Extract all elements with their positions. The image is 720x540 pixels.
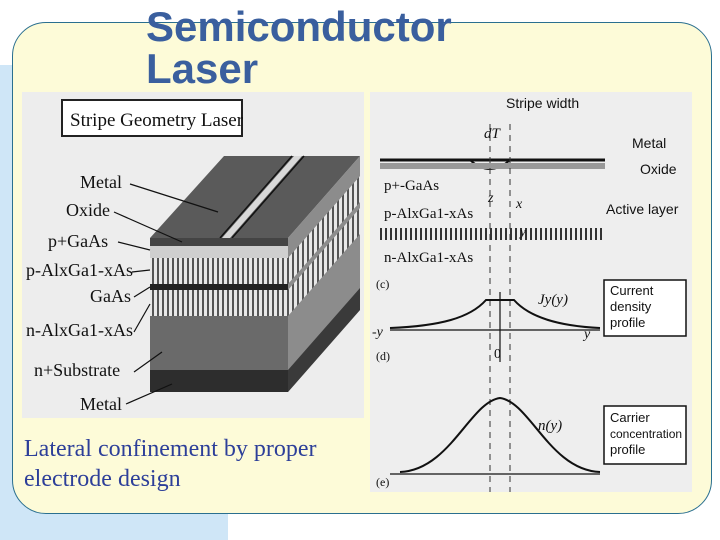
label-substrate: n+Substrate [34,360,121,380]
axis-neg-y: -y [372,325,383,340]
label-oxide-right: Oxide [640,161,677,177]
axis-y-top: y [520,224,526,239]
label-metal-top: Metal [80,172,122,192]
label-dT: dT [484,126,500,142]
carrier-box-line-1: Carrier [610,410,650,425]
current-box-line-3: profile [610,315,646,330]
label-stripe-width: Stripe width [506,95,580,111]
label-oxide: Oxide [66,200,110,220]
stripe-laser-diagram [22,92,364,418]
profile-diagram [370,92,692,492]
axis-z: z [488,191,494,206]
label-p-algaas: p-AlxGa1-xAs [26,260,133,280]
label-metal-bottom: Metal [80,394,122,414]
label-p-algaas-right: p-AlxGa1-xAs [384,206,474,222]
label-p-gaas-right: p+-GaAs [384,178,440,194]
figure-heading: Stripe Geometry Laser [70,110,244,131]
panel-d: (d) [376,349,390,363]
carrier-concentration-curve [400,398,600,472]
slide-caption: Lateral confinement by proper electrode design [24,436,317,492]
current-box-line-1: Current [610,283,654,298]
current-density-curve [390,300,600,328]
label-p-gaas: p+GaAs [48,231,109,251]
panel-e: (e) [376,475,390,489]
label-metal-right: Metal [632,135,667,151]
label-n-algaas: n-AlxGa1-xAs [26,320,133,340]
axis-origin: 0 [494,347,501,362]
slide-title [146,6,566,92]
axis-y: y [584,327,591,342]
label-jy: Jy(y) [538,292,568,308]
title-line-2: Laser [146,45,259,92]
panel-c: (c) [376,277,390,291]
carrier-box-line-2: concentration [610,427,683,441]
label-ny: n(y) [538,418,563,434]
title-line-1: Semiconductor [146,6,452,50]
label-n-algaas-right: n-AlxGa1-xAs [384,250,474,266]
axis-x: x [516,197,523,212]
label-gaas: GaAs [90,286,131,306]
label-active-layer: Active layer [606,201,679,217]
block-front-face [150,238,288,392]
current-box-line-2: density [610,299,652,314]
carrier-box-line-3: profile [610,442,646,457]
stripe-laser-figure [22,92,364,418]
profile-figure [370,92,692,492]
